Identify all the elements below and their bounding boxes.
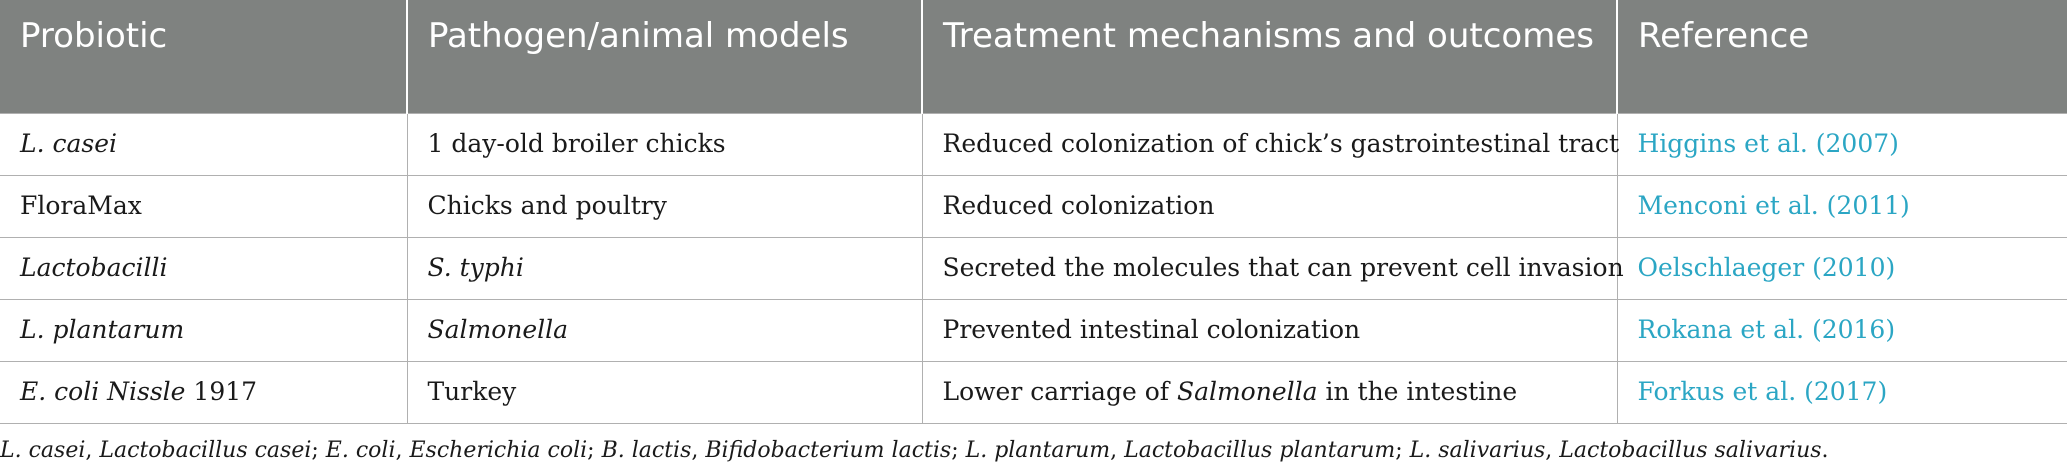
table-row bbox=[0, 175, 2067, 237]
header-pathogen: Pathogen/animal models bbox=[407, 0, 922, 113]
cell-pathogen: 1 day-old broiler chicks bbox=[407, 113, 922, 175]
footnote-full: Bifidobacterium lactis bbox=[705, 438, 952, 463]
footnote-sep: , bbox=[395, 438, 410, 463]
table-footnote bbox=[0, 437, 1829, 465]
reference-link[interactable]: Rokana et al. (2016) bbox=[1637, 315, 1896, 344]
table-row bbox=[0, 299, 2067, 361]
probiotic-name-suffix: 1917 bbox=[185, 377, 258, 406]
reference-link[interactable]: Menconi et al. (2011) bbox=[1637, 191, 1910, 220]
cell-probiotic bbox=[0, 361, 407, 423]
cell-probiotic: FloraMax bbox=[0, 175, 407, 237]
footnote-abbr: E. coli bbox=[325, 438, 396, 463]
footnote-abbr: L. casei bbox=[0, 438, 86, 463]
cell-pathogen: Turkey bbox=[407, 361, 922, 423]
header-row bbox=[0, 0, 2067, 113]
table-row bbox=[0, 113, 2067, 175]
cell-outcome: Reduced colonization of chick’s gastrointestinal tract bbox=[922, 113, 1617, 175]
probiotic-name: L. casei bbox=[20, 129, 118, 158]
cell-reference[interactable] bbox=[1617, 361, 2067, 423]
cell-reference[interactable] bbox=[1617, 113, 2067, 175]
footnote-full: Lactobacillus casei bbox=[99, 438, 312, 463]
outcome-suffix: in the intestine bbox=[1317, 377, 1518, 406]
cell-reference[interactable] bbox=[1617, 299, 2067, 361]
cell-reference[interactable] bbox=[1617, 175, 2067, 237]
cell-pathogen bbox=[407, 237, 922, 299]
footnote-sep: , bbox=[1545, 438, 1560, 463]
footnote-sep: , bbox=[691, 438, 706, 463]
footnote-full: Lactobacillus plantarum bbox=[1124, 438, 1396, 463]
cell-pathogen: Chicks and poultry bbox=[407, 175, 922, 237]
table-row bbox=[0, 361, 2067, 423]
table-row bbox=[0, 237, 2067, 299]
probiotic-name: Lactobacilli bbox=[20, 253, 168, 282]
outcome-prefix: Lower carriage of bbox=[942, 377, 1177, 406]
cell-outcome: Prevented intestinal colonization bbox=[922, 299, 1617, 361]
probiotic-name-italic: E. coli Nissle bbox=[20, 377, 186, 406]
table-body bbox=[0, 113, 2067, 423]
cell-probiotic bbox=[0, 299, 407, 361]
cell-reference[interactable] bbox=[1617, 237, 2067, 299]
footnote-sep: , bbox=[1110, 438, 1125, 463]
outcome-italic: Salmonella bbox=[1176, 377, 1318, 406]
cell-pathogen bbox=[407, 299, 922, 361]
header-outcomes: Treatment mechanisms and outcomes bbox=[922, 0, 1617, 113]
cell-probiotic bbox=[0, 113, 407, 175]
reference-link[interactable]: Forkus et al. (2017) bbox=[1637, 377, 1888, 406]
footnote-full: Escherichia coli bbox=[409, 438, 588, 463]
probiotic-name: L. plantarum bbox=[20, 315, 185, 344]
header-reference: Reference bbox=[1617, 0, 2067, 113]
cell-outcome bbox=[922, 361, 1617, 423]
footnote-abbr: L. plantarum bbox=[965, 438, 1111, 463]
pathogen-name: S. typhi bbox=[427, 253, 524, 282]
footnote-sep: ; bbox=[1395, 438, 1410, 463]
footnote-sep: ; bbox=[951, 438, 966, 463]
footnote-abbr: L. salivarius bbox=[1409, 438, 1546, 463]
reference-link[interactable]: Oelschlaeger (2010) bbox=[1637, 253, 1896, 282]
footnote-sep: ; bbox=[311, 438, 326, 463]
reference-link[interactable]: Higgins et al. (2007) bbox=[1637, 129, 1899, 158]
table-header bbox=[0, 0, 2067, 113]
footnote-abbr: B. lactis bbox=[601, 438, 692, 463]
cell-probiotic bbox=[0, 237, 407, 299]
footnote-full: Lactobacillus salivarius bbox=[1559, 438, 1822, 463]
header-probiotic: Probiotic bbox=[20, 16, 168, 56]
cell-outcome: Secreted the molecules that can prevent cell invasion bbox=[922, 237, 1617, 299]
cell-outcome: Reduced colonization bbox=[922, 175, 1617, 237]
footnote-end: . bbox=[1821, 438, 1829, 463]
pathogen-name: Salmonella bbox=[427, 315, 569, 344]
footnote-sep: , bbox=[85, 438, 100, 463]
footnote-sep: ; bbox=[587, 438, 602, 463]
